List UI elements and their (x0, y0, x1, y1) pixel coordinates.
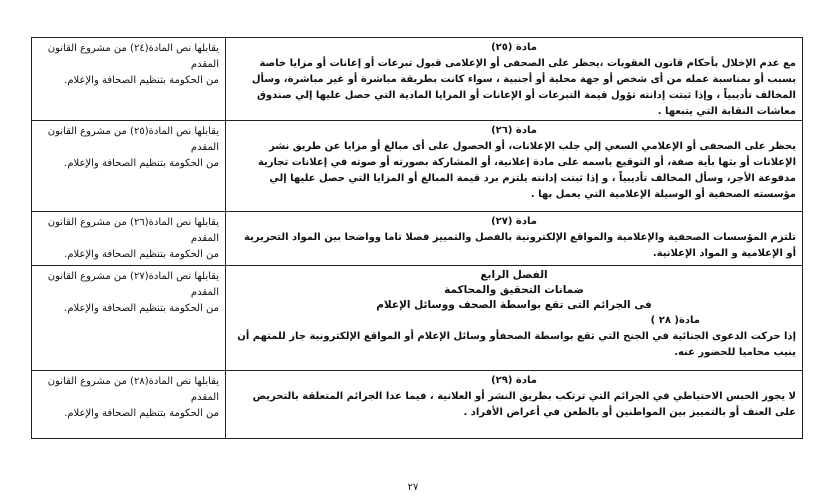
article-cell (226, 212, 803, 266)
note-cell (32, 266, 226, 371)
chapter-heading: الفصل الرابع (480, 269, 548, 281)
note-line: يقابلها نص المادة(٢٥) من مشروع القانون المقدم (47, 126, 219, 153)
table-row (32, 212, 803, 266)
note-cell (32, 371, 226, 439)
note-line: من الحكومة بتنظيم الصحافة والإعلام. (64, 75, 219, 86)
article-body: مع عدم الإخلال بأحكام قانون العقوبات ،يحظر على الصحفى أو الإعلامى قبول تبرعات أو إعانات أو مزايا خاصة بسبب أو بمناسبة عمله من أى شخص أو جهة محلية أو أجنبية ، سواء كانت بطريقة مباشرة أو غير مباشرة، وسأل المخالف تأديبياً ، وإذا ثبتت إدانته تؤول قيمة التبرعات أو الإعانات أو المزايا المادية التي حصل عليها إلي صندوق معاشات النقابة التي يتبعها . (251, 58, 796, 117)
article-title: مادة (٢٧) (491, 216, 537, 227)
page-number: ٢٧ (407, 482, 419, 493)
article-body: إذا حركت الدعوى الجنائية في الجنح التي تقع بواسطة الصحفأو وسائل الإعلام أو المواقع الإلكترونية جاز للمتهم أن ينيب محاميا للحضور عنه. (237, 331, 796, 358)
note-line: يقابلها نص المادة(٢٨) من مشروع القانون المقدم (47, 376, 219, 403)
article-title: مادة (٢٥) (491, 42, 537, 53)
note-line: من الحكومة بتنظيم الصحافة والإعلام. (64, 408, 219, 419)
note-line: من الحكومة بتنظيم الصحافة والإعلام. (64, 249, 219, 260)
article-title: مادة (٢٩) (491, 375, 537, 386)
law-comparison-table (31, 37, 803, 439)
table-row (32, 121, 803, 212)
article-cell (226, 266, 803, 371)
article-cell (226, 121, 803, 212)
table-row (32, 266, 803, 371)
article-cell (226, 371, 803, 439)
note-line: يقابلها نص المادة(٢٧) من مشروع القانون المقدم (47, 271, 219, 298)
article-body: لا يجوز الحبس الاحتياطي في الجرائم التي ترتكب بطريق النشر أو العلانية ، فيما عدا الجرائم المتعلقة بالتحريض على العنف أو بالتمييز بين المواطنين أو بالطعن في أعراض الأفراد . (252, 391, 796, 418)
chapter-subtitle: فى الجرائم التى تقع بواسطة الصحف ووسائل الإعلام (376, 299, 652, 311)
table-row (32, 38, 803, 121)
article-body: يحظر على الصحفى أو الإعلامي السعي إلي جلب الإعلانات، أو الحصول على أى مبالغ أو مزايا عن طريق نشر الإعلانات أو بثها بأية صفة، أو التوقيع باسمه على مادة إعلانية، أو المشاركة بصورته أو صوته في إعلانات تجارية مدفوعة الأجر، وسأل المخالف تأديبياً ، و إذا ثبتت إدانته يلتزم برد قيمة المبالغ أو المزايا التي حصل عليها إلي مؤسسته الصحفية أو الوسيلة الإعلامية التي يعمل بها . (257, 141, 796, 200)
note-line: من الحكومة بتنظيم الصحافة والإعلام. (64, 303, 219, 314)
note-cell (32, 212, 226, 266)
article-title: مادة( ٢٨ ) (650, 315, 700, 326)
article-body: تلتزم المؤسسات الصحفية والإعلامية والمواقع الإلكترونية بالفصل والتمييز فصلا تاما وواضحا بين المواد التحريرية أو الإعلامية و المواد الإعلانية. (244, 232, 796, 259)
note-line: يقابلها نص المادة(٢٦) من مشروع القانون المقدم (47, 217, 219, 244)
article-cell (226, 38, 803, 121)
article-title: مادة (٢٦) (491, 125, 537, 136)
note-line: يقابلها نص المادة(٢٤) من مشروع القانون المقدم (47, 43, 219, 70)
table-row (32, 371, 803, 439)
note-cell (32, 121, 226, 212)
note-line: من الحكومة بتنظيم الصحافة والإعلام. (64, 158, 219, 169)
chapter-subtitle: ضمانات التحقيق والمحاكمة (444, 284, 584, 296)
note-cell (32, 38, 226, 121)
